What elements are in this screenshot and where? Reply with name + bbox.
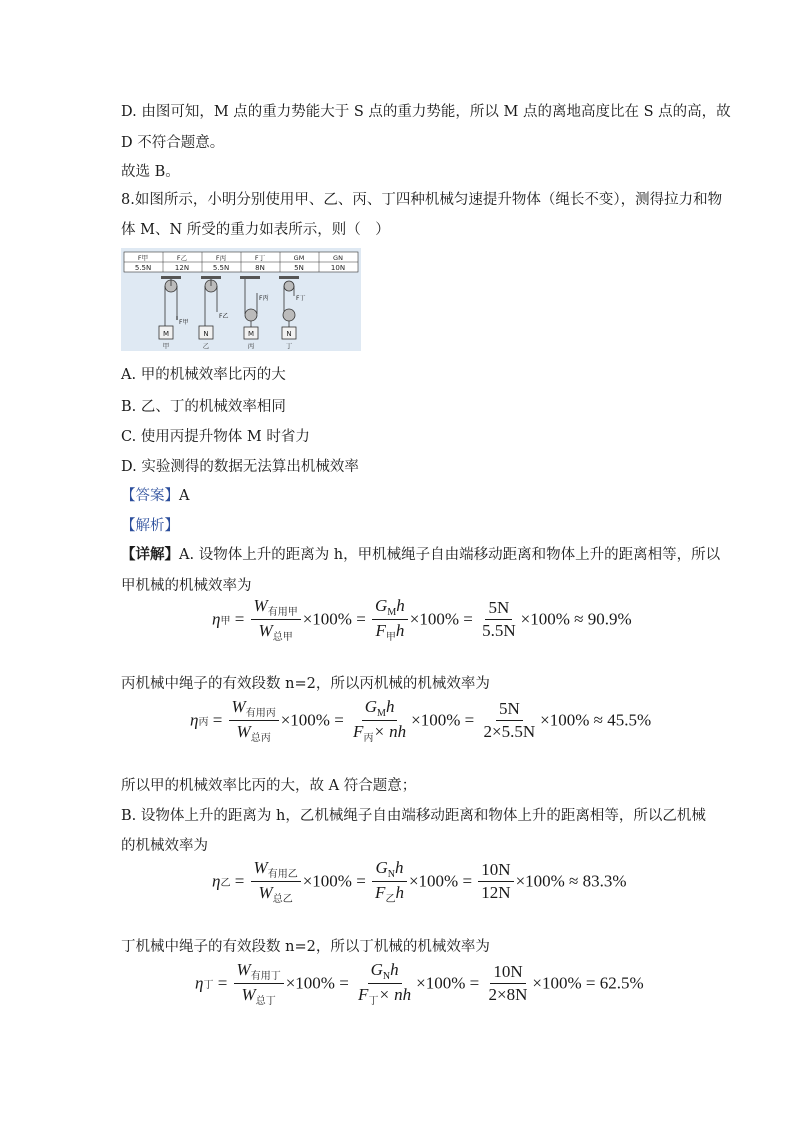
eq-ding-f: F bbox=[358, 985, 369, 1004]
eq-bing-f-sub: 丙 bbox=[363, 733, 374, 744]
eq-yi-eta-sub: 乙 bbox=[220, 878, 231, 889]
table-value-1: 5.5N bbox=[134, 264, 152, 272]
eq-yi-pct-1: ×100% bbox=[302, 871, 352, 891]
eq-jia-value-fraction bbox=[479, 598, 519, 641]
intro-line-2: D 不符合题意。 bbox=[121, 135, 225, 151]
equation-yi: η乙 = $\frac{W_{有用乙}}{W_{总乙}}$ ×100% = $\frac{G_Nh}{F_乙h}$ ×100% = $\frac{10N}{12N}$ ×100% ≈ 83.3% bbox=[212, 858, 627, 905]
eq-yi-g-sub: N bbox=[387, 869, 395, 880]
setup-label-ding: 丁 bbox=[285, 342, 293, 350]
setup-label-bing: 丙 bbox=[247, 342, 255, 350]
answer-line bbox=[121, 484, 189, 505]
eq-jia-result: ×100% ≈ 90.9% bbox=[520, 609, 632, 629]
eq-ding-h: h bbox=[390, 960, 399, 979]
eq-bing-nh: × nh bbox=[373, 722, 407, 741]
eq-yi-w-total-sub: 总乙 bbox=[272, 894, 293, 905]
question-title-line-2: 体 M、N 所受的重力如表所示，则（ ） bbox=[121, 222, 390, 238]
eq-bing-g-sub: M bbox=[377, 708, 386, 719]
eq-bing-eta-sub: 丙 bbox=[198, 717, 209, 728]
answer-value: A bbox=[179, 488, 190, 504]
eq-jia-w-useful-sub: 有用甲 bbox=[267, 607, 298, 618]
eq-ding-val-num: 10N bbox=[490, 962, 525, 984]
eq-bing-w-useful-sub: 有用丙 bbox=[245, 708, 276, 719]
pulley-figure bbox=[121, 248, 361, 351]
force-label-jia: F甲 bbox=[179, 319, 189, 326]
detail-label: 【详解】 bbox=[121, 546, 179, 563]
eq-jia-w-total-sub: 总甲 bbox=[272, 632, 293, 643]
option-c: C. 使用丙提升物体 M 时省力 bbox=[121, 429, 310, 445]
eq-jia-f-sub: 甲 bbox=[385, 632, 396, 643]
eq-ding-pct-2: ×100% bbox=[416, 973, 466, 993]
table-header-1: F甲 bbox=[137, 254, 149, 262]
table-value-4: 8N bbox=[255, 264, 265, 272]
eq-jia-g: G bbox=[375, 596, 388, 615]
eq-yi-h-num: h bbox=[395, 858, 404, 877]
table-value-6: 10N bbox=[330, 264, 346, 272]
eq-yi-h-den: h bbox=[395, 883, 404, 902]
eq-yi-value-fraction bbox=[478, 860, 513, 903]
eq-jia-val-num: 5N bbox=[485, 598, 512, 620]
table-header-4: F丁 bbox=[254, 254, 266, 262]
detail-a-conclusion: 所以甲的机械效率比丙的大，故 A 符合题意； bbox=[121, 778, 417, 794]
table-header-5: GM bbox=[293, 254, 305, 262]
eq-bing-force-fraction bbox=[350, 697, 409, 744]
eq-bing-value-fraction bbox=[481, 699, 539, 742]
eq-yi-force-fraction bbox=[372, 858, 407, 905]
eq-ding-val-den: 2×8N bbox=[488, 985, 528, 1004]
detail-b-line-2: 的机械效率为 bbox=[121, 838, 208, 854]
eq-bing-pct-2: ×100% bbox=[411, 710, 461, 730]
eq-yi-pct-2: ×100% bbox=[408, 871, 459, 891]
intro-line-3: 故选 B。 bbox=[121, 164, 180, 180]
detail-a-line-2: 甲机械的机械效率为 bbox=[121, 578, 252, 594]
eq-yi-val-num: 10N bbox=[478, 860, 513, 882]
eq-ding-f-sub: 丁 bbox=[368, 996, 379, 1007]
eq-yi-w-useful-sub: 有用乙 bbox=[267, 869, 298, 880]
eq-bing-pct-1: ×100% bbox=[280, 710, 330, 730]
eq-ding-eta: η bbox=[195, 973, 204, 993]
detail-d-line: 丁机械中绳子的有效段数 n=2，所以丁机械的机械效率为 bbox=[121, 939, 490, 955]
block-label-jia: M bbox=[162, 330, 170, 338]
eq-jia-h-den: h bbox=[395, 621, 405, 640]
analysis-label: 【解析】 bbox=[121, 518, 179, 534]
eq-yi-f-sub: 乙 bbox=[385, 894, 396, 905]
eq-jia-val-den: 5.5N bbox=[482, 621, 516, 640]
eq-ding-g: G bbox=[370, 960, 383, 979]
eq-bing-result: ×100% ≈ 45.5% bbox=[540, 710, 652, 730]
table-header-2: F乙 bbox=[176, 254, 188, 262]
eq-ding-pct-1: ×100% bbox=[285, 973, 335, 993]
eq-ding-value-fraction bbox=[486, 962, 531, 1005]
option-a: A. 甲的机械效率比丙的大 bbox=[121, 367, 286, 383]
eq-ding-g-sub: N bbox=[382, 971, 391, 982]
eq-bing-eta: η bbox=[190, 710, 199, 730]
eq-bing-val-den: 2×5.5N bbox=[483, 722, 536, 741]
setup-label-yi: 乙 bbox=[202, 342, 210, 350]
detail-b-line-1: B. 设物体上升的距离为 h，乙机械绳子自由端移动距离和物体上升的距离相等，所以乙机械 bbox=[121, 808, 706, 824]
eq-jia-eta: η bbox=[212, 609, 221, 629]
question-title-line-1: 8.如图所示，小明分别使用甲、乙、丙、丁四种机械匀速提升物体（绳长不变），测得拉力和物 bbox=[121, 192, 723, 208]
detail-a-text-1: A. 设物体上升的距离为 h，甲机械绳子自由端移动距离和物体上升的距离相等，所以 bbox=[179, 547, 721, 563]
option-d: D. 实验测得的数据无法算出机械效率 bbox=[121, 459, 359, 475]
equation-bing: η丙 = $\frac{W_{有用丙}}{W_{总丙}}$ ×100% = $\frac{G_Mh}{F_丙\times nh}$ ×100% = $\frac{5N}{2\times 5.5N}$ ×100% ≈ 45.5% bbox=[190, 697, 652, 744]
table-value-5: 5N bbox=[294, 264, 304, 272]
eq-ding-force-fraction bbox=[355, 960, 414, 1007]
table-header-3: F丙 bbox=[215, 254, 227, 262]
eq-jia-work-fraction: $\frac{W_{有用甲}}{W_{总甲}}$ bbox=[251, 596, 301, 643]
setup-label-jia: 甲 bbox=[162, 342, 170, 350]
eq-jia-eta-sub: 甲 bbox=[220, 616, 231, 627]
eq-yi-work-fraction: $\frac{W_{有用乙}}{W_{总乙}}$ bbox=[251, 858, 301, 905]
eq-bing-val-num: 5N bbox=[496, 699, 523, 721]
eq-bing-h: h bbox=[385, 697, 395, 716]
eq-bing-g: G bbox=[364, 697, 378, 716]
eq-bing-w-total-sub: 总丙 bbox=[250, 733, 271, 744]
force-label-ding: F丁 bbox=[296, 295, 306, 302]
eq-ding-w-useful-sub: 有用丁 bbox=[250, 971, 281, 982]
eq-bing-work-fraction: $\frac{W_{有用丙}}{W_{总丙}}$ bbox=[229, 697, 279, 744]
block-label-ding: N bbox=[286, 330, 292, 338]
eq-jia-pct-1: ×100% bbox=[302, 609, 352, 629]
eq-jia-force-fraction bbox=[372, 596, 408, 643]
answer-label: 【答案】 bbox=[121, 488, 179, 504]
intro-line-1: D. 由图可知，M 点的重力势能大于 S 点的重力势能，所以 M 点的离地高度比在 S 点的高，故 bbox=[121, 104, 731, 120]
eq-ding-w-total-sub: 总丁 bbox=[255, 996, 276, 1007]
option-b: B. 乙、丁的机械效率相同 bbox=[121, 399, 286, 415]
eq-jia-pct-2: ×100% bbox=[409, 609, 459, 629]
eq-jia-h-num: h bbox=[396, 596, 405, 615]
eq-yi-f: F bbox=[375, 883, 386, 902]
eq-yi-val-den: 12N bbox=[481, 883, 511, 902]
eq-ding-result: ×100% = 62.5% bbox=[532, 973, 644, 993]
eq-yi-eta: η bbox=[212, 871, 221, 891]
eq-jia-g-sub: M bbox=[387, 607, 397, 618]
eq-yi-result: ×100% ≈ 83.3% bbox=[515, 871, 627, 891]
table-value-3: 5.5N bbox=[212, 264, 230, 272]
eq-jia-f: F bbox=[375, 621, 386, 640]
force-label-bing: F丙 bbox=[259, 295, 269, 302]
table-value-2: 12N bbox=[174, 264, 190, 272]
equation-jia: η甲 = $\frac{W_{有用甲}}{W_{总甲}}$ ×100% = $\frac{G_Mh}{F_甲h}$ ×100% = $\frac{5N}{5.5N}$ ×100% ≈ 90.9% bbox=[212, 596, 632, 643]
table-header-6: GN bbox=[333, 254, 343, 262]
block-label-yi: N bbox=[203, 330, 209, 338]
block-label-bing: M bbox=[247, 330, 255, 338]
force-label-yi: F乙 bbox=[219, 313, 229, 320]
eq-bing-f: F bbox=[353, 722, 364, 741]
detail-a-line-1 bbox=[121, 543, 720, 564]
eq-ding-nh: × nh bbox=[378, 985, 412, 1004]
pulley-figure-svg bbox=[121, 248, 361, 351]
equation-ding: η丁 = $\frac{W_{有用丁}}{W_{总丁}}$ ×100% = $\frac{G_Nh}{F_丁\times nh}$ ×100% = $\frac{10N}{2\times 8N}$ ×100% = 62.5% bbox=[195, 960, 644, 1007]
detail-c-line: 丙机械中绳子的有效段数 n=2，所以丙机械的机械效率为 bbox=[121, 676, 490, 692]
eq-ding-work-fraction: $\frac{W_{有用丁}}{W_{总丁}}$ bbox=[234, 960, 284, 1007]
eq-yi-g: G bbox=[375, 858, 388, 877]
eq-ding-eta-sub: 丁 bbox=[203, 980, 214, 991]
